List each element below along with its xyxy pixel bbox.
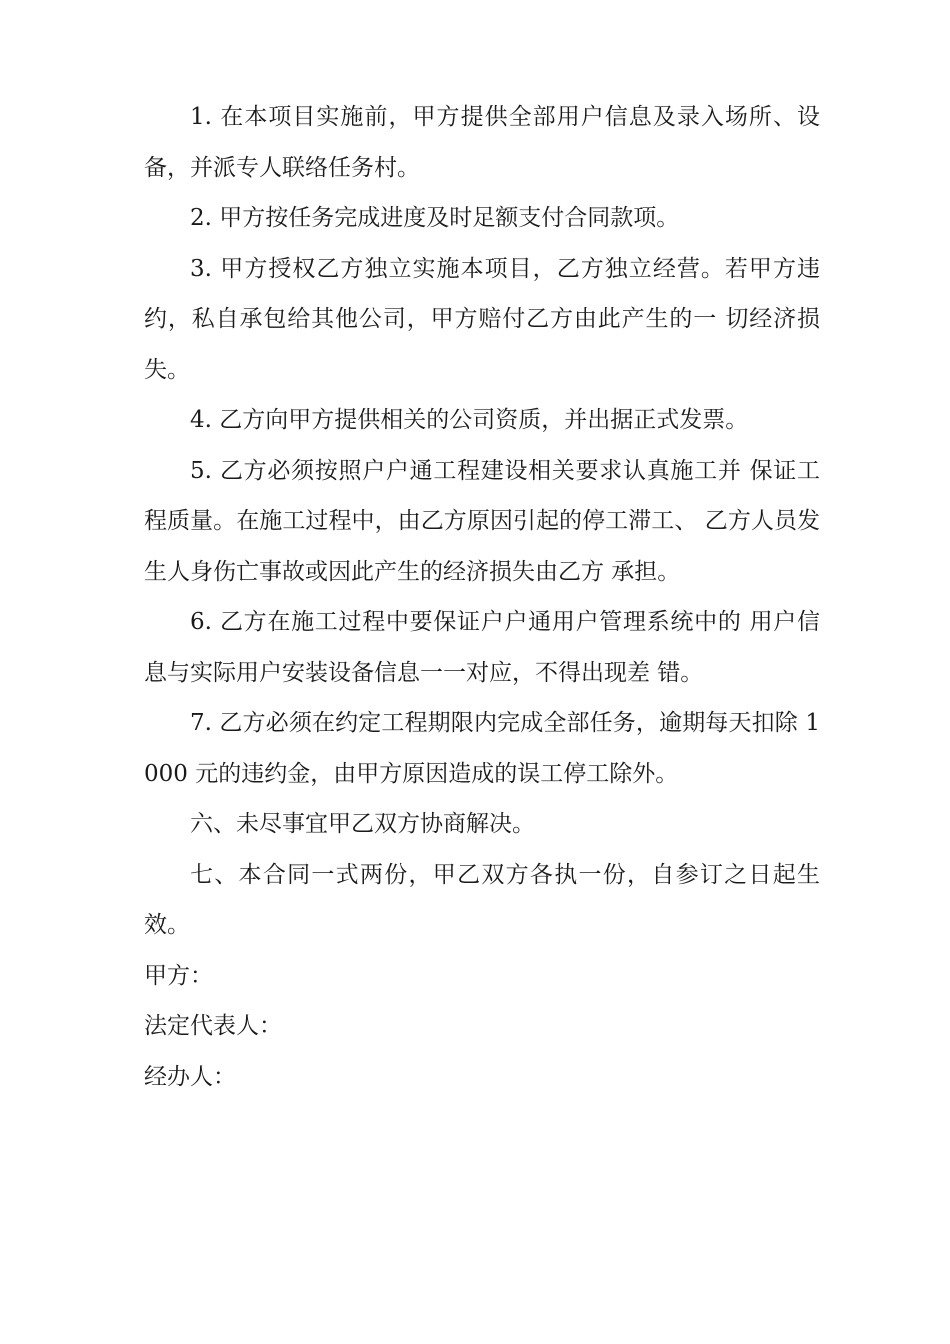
clause-7: 7. 乙方必须在约定工程期限内完成全部任务，逾期每天扣除 1000 元的违约金，由甲方原因造成的误工停工除外。 <box>144 710 820 787</box>
clause-2: 2. 甲方按任务完成进度及时足额支付合同款项。 <box>190 205 680 231</box>
clause-1: 1. 在本项目实施前，甲方提供全部用户信息及录入场所、设备，并派专人联络任务村。 <box>144 104 820 181</box>
section-six: 六、未尽事宜甲乙双方协商解决。 <box>190 811 535 837</box>
handler-label: 经办人： <box>144 1063 236 1090</box>
clause-4: 4. 乙方向甲方提供相关的公司资质，并出据正式发票。 <box>190 407 749 433</box>
clause-6: 6. 乙方在施工过程中要保证户户通用户管理系统中的 用户信息与实际用户安装设备信息一一对应，不得出现差 错。 <box>144 609 820 686</box>
clause-5: 5. 乙方必须按照户户通工程建设相关要求认真施工并 保证工程质量。在施工过程中，由乙方原因引起的停工滞工、 乙方人员发生人身伤亡事故或因此产生的经济损失由乙方 承担。 <box>144 457 820 585</box>
party-a-label: 甲方： <box>144 962 213 989</box>
clause-3: 3. 甲方授权乙方独立实施本项目，乙方独立经营。若甲方违约，私自承包给其他公司，甲方赔付乙方由此产生的一 切经济损失。 <box>144 255 820 383</box>
section-seven: 七、本合同一式两份，甲乙双方各执一份，自参订之日起生效。 <box>144 861 820 938</box>
document-body <box>144 92 820 1102</box>
legal-representative-label: 法定代表人： <box>144 1013 282 1039</box>
